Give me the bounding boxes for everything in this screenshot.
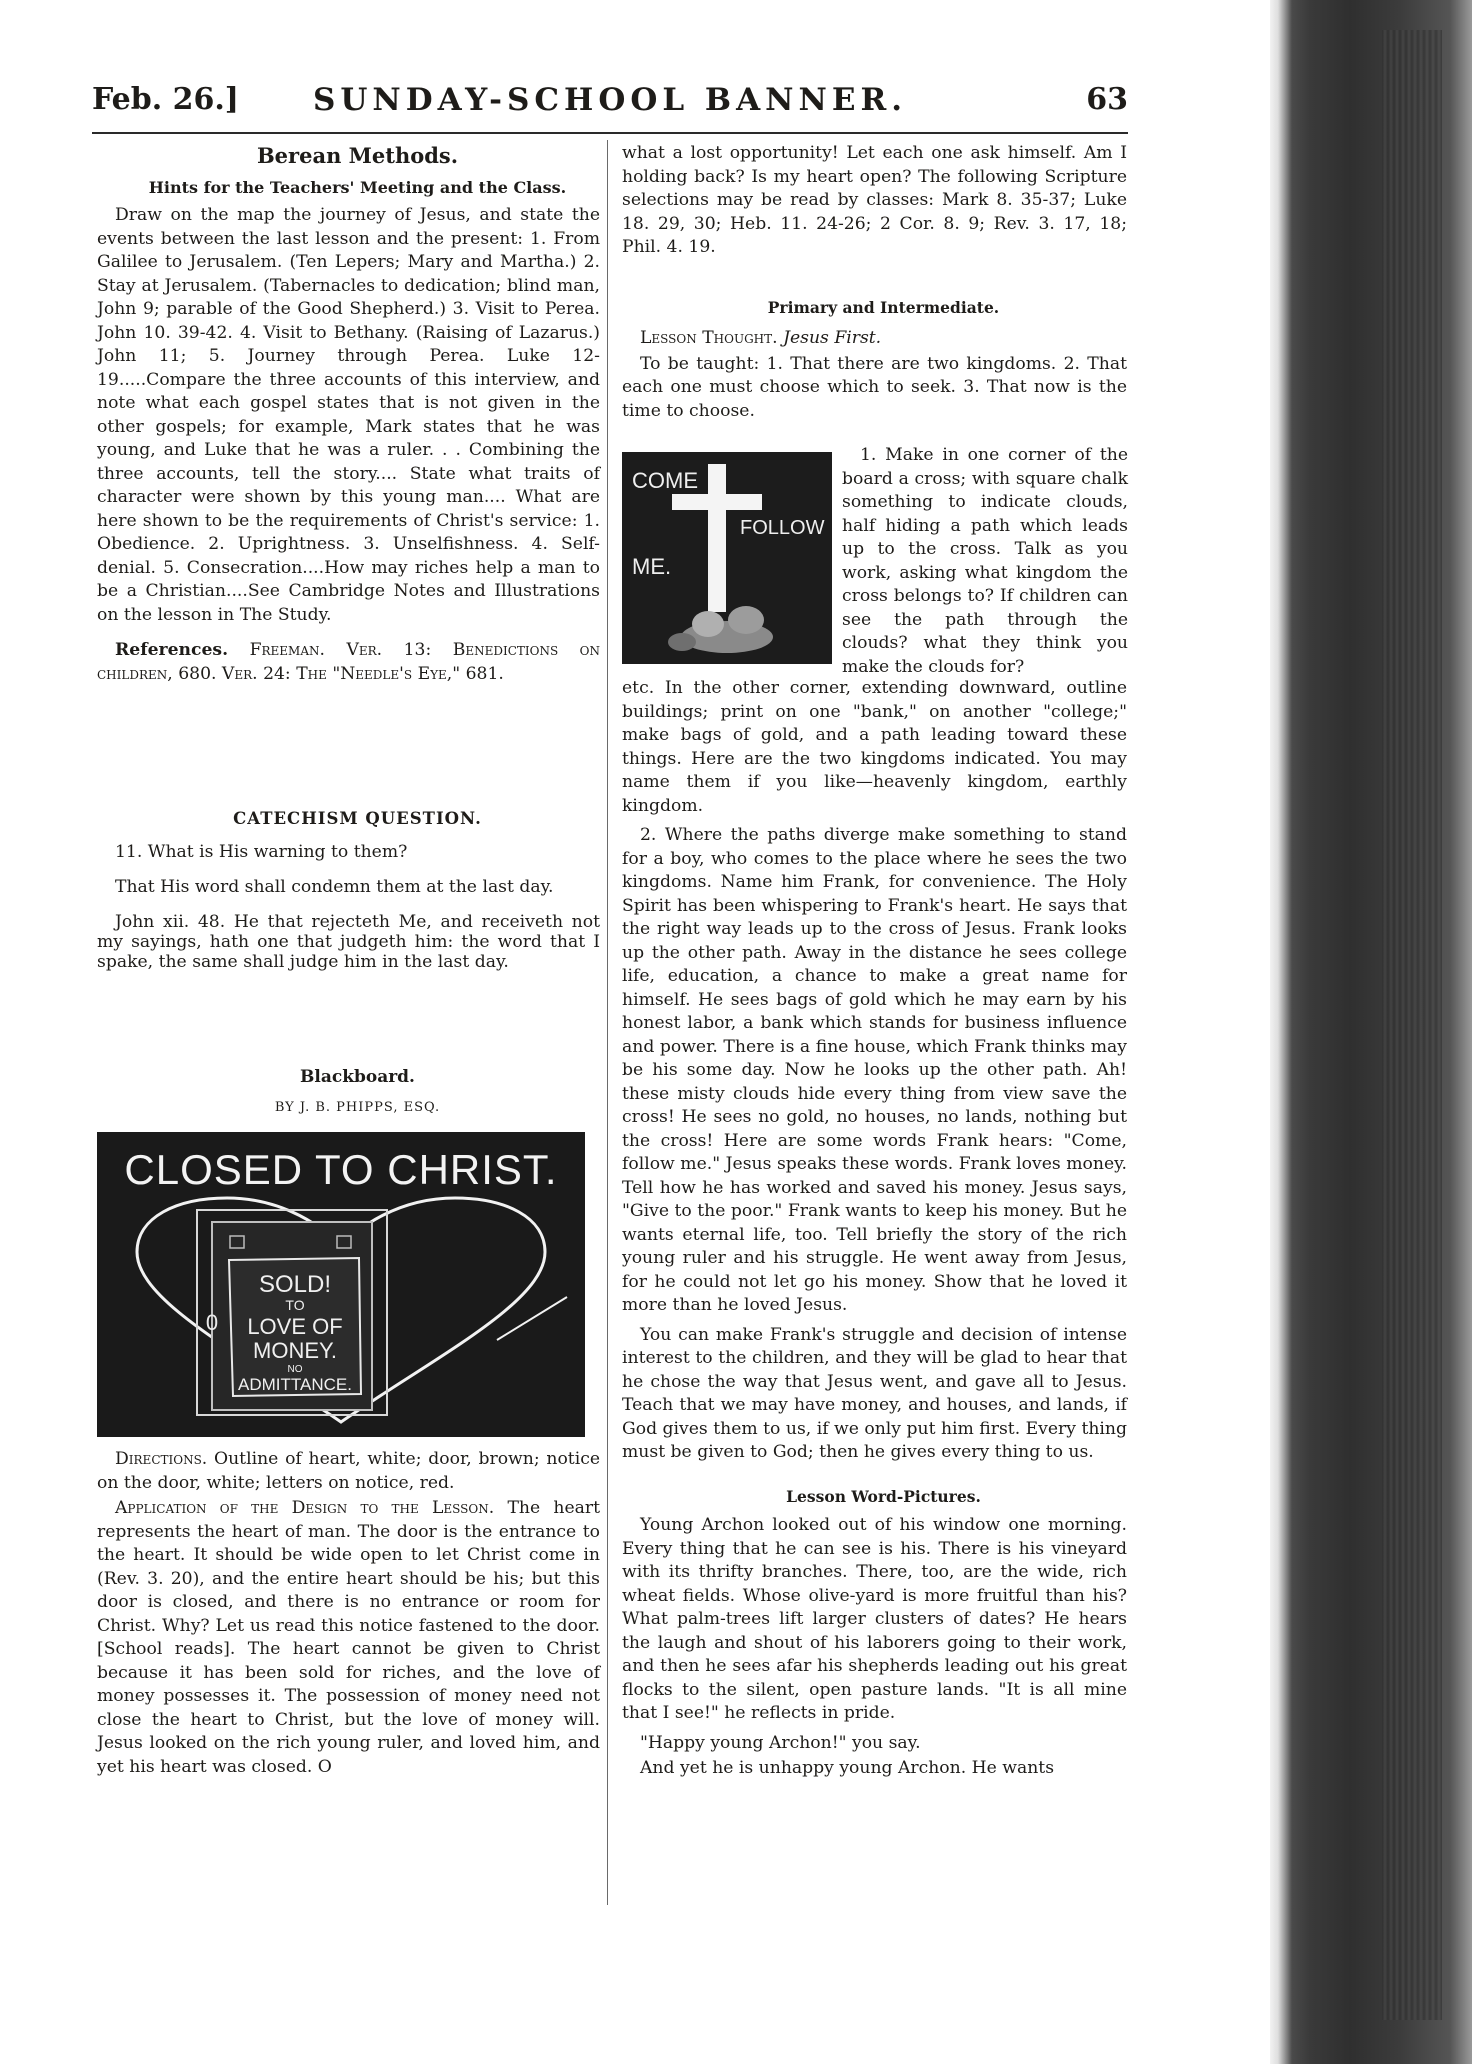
directions-text: Outline of heart, white; door, brown; notice on the door, white; letters on notice, red. [97, 1449, 600, 1493]
directions-paragraph [97, 1448, 600, 1495]
references-label: References. [115, 640, 229, 660]
catechism-reference: John xii. 48. He that rejecteth Me, and receiveth not my sayings, hath one that judgeth him: the word that I spake, the same shall judge him in the last day. [97, 911, 600, 972]
word-pictures-heading: Lesson Word-Pictures. [786, 1486, 981, 1506]
step-two: 2. Where the paths diverge make something to stand for a boy, who comes to the place where he sees the two kingdoms. Name him Frank, for convenience. The Holy Spirit has been whispering to Frank's heart. He says that the right way leads up to the cross of Jesus. Frank looks up the other path. Away in the distance he sees college life, education, a chance to make a great name for himself. He sees bags of gold which he may earn by his honest labor, a bank which stands for business influence and power. There is a fine house, which Frank thinks may be his some day. Now he looks up the other path. Ah! these misty clouds hide every thing from view save the cross! He sees no gold, no houses, no lands, nothing but the cross! Here are some words Frank hears: "Come, follow me." Jesus speaks these words. Frank loves money. Tell how he has worked and saved his money. Jesus says, "Give to the poor." Frank wants to keep his money. But he wants eternal life, too. Tell briefly the story of the rich young ruler and his struggle. He went away from Jesus, for he could not let go his money. Show that he loved it more than he loved Jesus. [622, 825, 1127, 1315]
header-date: Feb. 26.] [92, 82, 239, 117]
notice-line-6: ADMITTANCE. [238, 1375, 352, 1394]
cross-drawing [622, 452, 832, 664]
step-one-continued: etc. In the other corner, extending downward, outline buildings; print on one "bank," on another "college;" make bags of gold, and a path leading toward these things. Here are the two kingdoms indicated. You may name them if you like—heavenly kingdom, earthly kingdom. [622, 678, 1127, 816]
blackboard-heading-block [97, 1066, 600, 1125]
header-rule [92, 132, 1128, 134]
directions-label: Directions. [115, 1449, 208, 1469]
door-mark: 0 [205, 1310, 219, 1335]
last-line: And yet he is unhappy young Archon. He wants [640, 1758, 1055, 1778]
page-number: 63 [1086, 82, 1128, 117]
blackboard-byline: BY J. B. PHIPPS, ESQ. [274, 1099, 441, 1115]
application-paragraph [97, 1497, 600, 1779]
hints-heading: Hints for the Teachers' Meeting and the Class. [148, 178, 567, 197]
word-pictures-paragraph: Young Archon looked out of his window one morning. Every thing that he can see is his. There is his vineyard with its thrifty branches. There, too, are the wide, rich wheat fields. Whose olive-yard is more fruitful than his? What palm-trees lift larger clusters of dates? He hears the laugh and shout of his laborers going to their work, and then he sees afar his shepherds leading out his great flocks to the silent, open pasture lands. "It is all mine that I see!" he reflects in pride. [622, 1515, 1127, 1723]
running-header [92, 82, 1128, 122]
references-text: Freeman. Ver. 13: Benedictions on children, 680. Ver. 24: The "Needle's Eye," 681. [97, 640, 600, 684]
cross-horizontal [672, 494, 762, 510]
notice-line-1: SOLD! [258, 1271, 332, 1298]
lesson-thought-label: Lesson Thought. [640, 328, 778, 348]
catechism-answer: That His word shall condemn them at the last day. [115, 877, 554, 897]
lesson-thought [622, 327, 1127, 351]
word-come: COME [632, 468, 698, 493]
blackboard-illustration [97, 1132, 585, 1437]
word-follow: FOLLOW [740, 517, 825, 539]
left-column-upper [97, 142, 600, 692]
left-column-lower [97, 1448, 600, 1785]
cross-vertical [708, 464, 726, 612]
column-divider [607, 140, 608, 1905]
blackboard-heading: Blackboard. [300, 1067, 415, 1087]
notice-line-5: NO [287, 1364, 303, 1375]
to-be-taught: To be taught: 1. That there are two kingdoms. 2. That each one must choose which to seek. 3. That now is the time to choose. [622, 353, 1127, 421]
step-three: You can make Frank's struggle and decision of intense interest to the children, and they will be glad to hear that he chose the way that Jesus went, and gave all to Jesus. Teach that we may have money, and houses, and lands, if God gives them to us, if we only put him first. Every thing must be given to God; then he gives every thing to us. [622, 1324, 1127, 1462]
berean-methods-heading: Berean Methods. [256, 143, 459, 168]
blackboard-title-text: CLOSED TO CHRIST. [124, 1146, 558, 1193]
right-column-upper [622, 142, 1127, 429]
notice-line-4: MONEY. [253, 1338, 337, 1363]
catechism-heading: CATECHISM QUESTION. [233, 809, 482, 828]
lesson-thought-text: Jesus First. [783, 328, 882, 348]
catechism-question: 11. What is His warning to them? [115, 841, 408, 862]
catechism-section [97, 807, 600, 978]
notice-line-3: LOVE OF [247, 1314, 343, 1339]
continuation-paragraph: what a lost opportunity! Let each one ask himself. Am I holding back? Is my heart open? The following Scripture selections may be read by classes: Mark 8. 35-37; Luke 18. 29, 30; Heb. 11. 24-26; 2 Cor. 8. 9; Rev. 3. 17, 18; Phil. 4. 19. [622, 143, 1127, 257]
application-label: Application of the Design to the Lesson. [115, 1498, 495, 1518]
come-follow-me-illustration [622, 452, 832, 664]
step-one-text: 1. Make in one corner of the board a cross; with square chalk something to indicate clouds, half hiding a path which leads up to the cross. Talk as you work, asking what kingdom the cross belongs to? If children can see the path through the clouds? what they think you make the clouds for? [842, 445, 1128, 677]
primary-heading: Primary and Intermediate. [767, 297, 1000, 317]
hints-paragraph: Draw on the map the journey of Jesus, and state the events between the last lesson and the present: 1. From Galilee to Jerusalem. (Ten Lepers; Mary and Martha.) 2. Stay at Jerusalem. (Tabernacles to dedication; blind man, John 9; parable of the Good Shepherd.) 3. Visit to Perea. John 10. 39-42. 4. Visit to Bethany. (Raising of Lazarus.) John 11; 5. Journey through Perea. Luke 12-19.....Compare the three accounts of this interview, and note what each gospel states that is not given in the other gospels; for example, Mark states that he was young, and Luke that he was a ruler. . . Combining the three accounts, tell the story.... State what traits of character were shown by this young man.... What are here shown to be the requirements of Christ's service: 1. Obedience. 2. Uprightness. 3. Unselfishness. 4. Self-denial. 5. Consecration....How may riches help a man to be a Christian....See Cambridge Notes and Illustrations on the lesson in The Study. [97, 205, 600, 625]
application-text: The heart represents the heart of man. The door is the entrance to the heart. It should be wide open to let Christ come in (Rev. 3. 20), and the entire heart should be his; but this door is closed, and there is no entrance or room for Christ. Why? Let us read this notice fastened to the door. [School reads]. The heart cannot be given to Christ because it has been sold for riches, and the love of money possesses it. The possession of money need not close the heart to Christ, but the love of money will. Jesus looked on the rich young ruler, and loved him, and yet his heart was closed. O [97, 1498, 600, 1777]
happy-archon-line: "Happy young Archon!" you say. [640, 1732, 921, 1753]
step-one-wrapped [842, 444, 1128, 685]
references-paragraph [97, 639, 600, 686]
notice-line-2: TO [285, 1297, 305, 1313]
word-me: ME. [632, 554, 672, 579]
right-column-body [622, 677, 1127, 1787]
heart-door-drawing [97, 1132, 585, 1437]
header-title: SUNDAY-SCHOOL BANNER. [312, 82, 908, 118]
book-binding [1270, 0, 1472, 2064]
